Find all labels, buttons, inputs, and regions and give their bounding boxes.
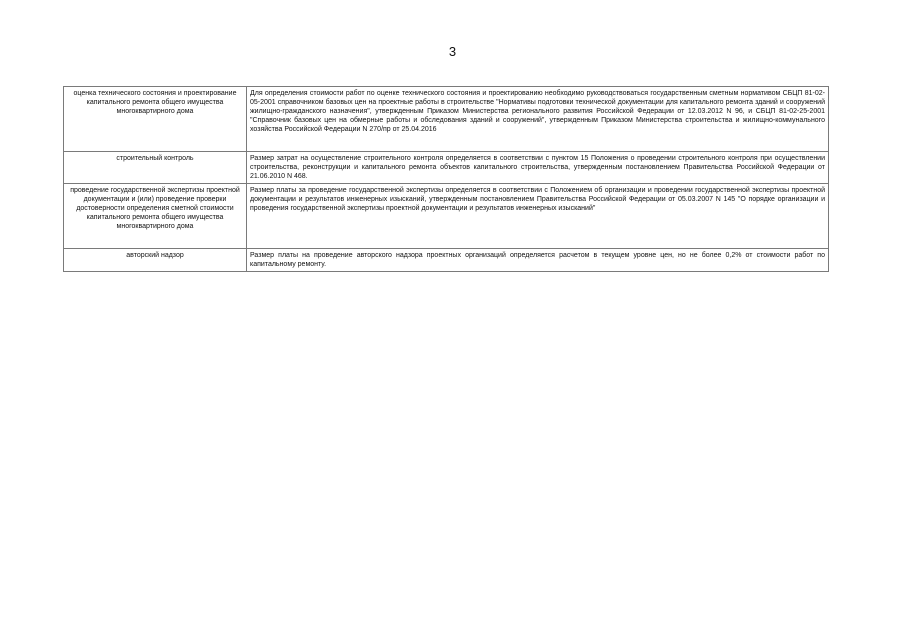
work-type-cell: авторский надзор: [64, 249, 247, 272]
table-row: [64, 152, 829, 184]
cost-table: [63, 86, 829, 272]
cost-rule-cell: Размер платы за проведение государственной экспертизы определяется в соответствии с Положением об организации и проведении государственной экспертизы проектной документации и результатов инженерных изысканий, утвержденным постановлением Правительства Российской Федерации от 05.03.2007 N 145 "О порядке организации и проведения государственной экспертизы проектной документации и результатов инженерных изысканий": [247, 184, 829, 249]
cost-rule-cell: Размер платы на проведение авторского надзора проектных организаций определяется расчетом в текущем уровне цен, но не более 0,2% от стоимости работ по капитальному ремонту.: [247, 249, 829, 272]
work-type-cell: проведение государственной экспертизы проектной документации и (или) проведение проверки достоверности определения сметной стоимости капитального ремонта общего имущества многоквартирного дома: [64, 184, 247, 249]
work-type-cell: строительный контроль: [64, 152, 247, 184]
table-row: [64, 87, 829, 152]
table-row: [64, 249, 829, 272]
cost-rule-cell: Размер затрат на осуществление строительного контроля определяется в соответствии с пунктом 15 Положения о проведении строительного контроля при осуществлении строительства, реконструкции и капитального ремонта объектов капитального строительства, утвержденным постановлением Правительства Российской Федерации от 21.06.2010 N 468.: [247, 152, 829, 184]
page-number: 3: [448, 44, 457, 59]
cost-rule-cell: Для определения стоимости работ по оценке технического состояния и проектированию необходимо руководствоваться государственным сметным нормативом СБЦП 81-02-05-2001 справочником базовых цен на проектные работы в строительстве "Нормативы подготовки технической документации для капитального ремонта зданий и сооружений жилищно-гражданского назначения", утвержденным Приказом Министерства регионального развития Российской Федерации от 12.03.2012 N 96, и СБЦП 81-02-25-2001 "Справочник базовых цен на обмерные работы и обследования зданий и сооружений", утвержденным Приказом Министерства строительства и жилищно-коммунального хозяйства Российской Федерации N 270/пр от 25.04.2016: [247, 87, 829, 152]
work-type-cell: оценка технического состояния и проектирование капитального ремонта общего имущества многоквартирного дома: [64, 87, 247, 152]
table-row: [64, 184, 829, 249]
